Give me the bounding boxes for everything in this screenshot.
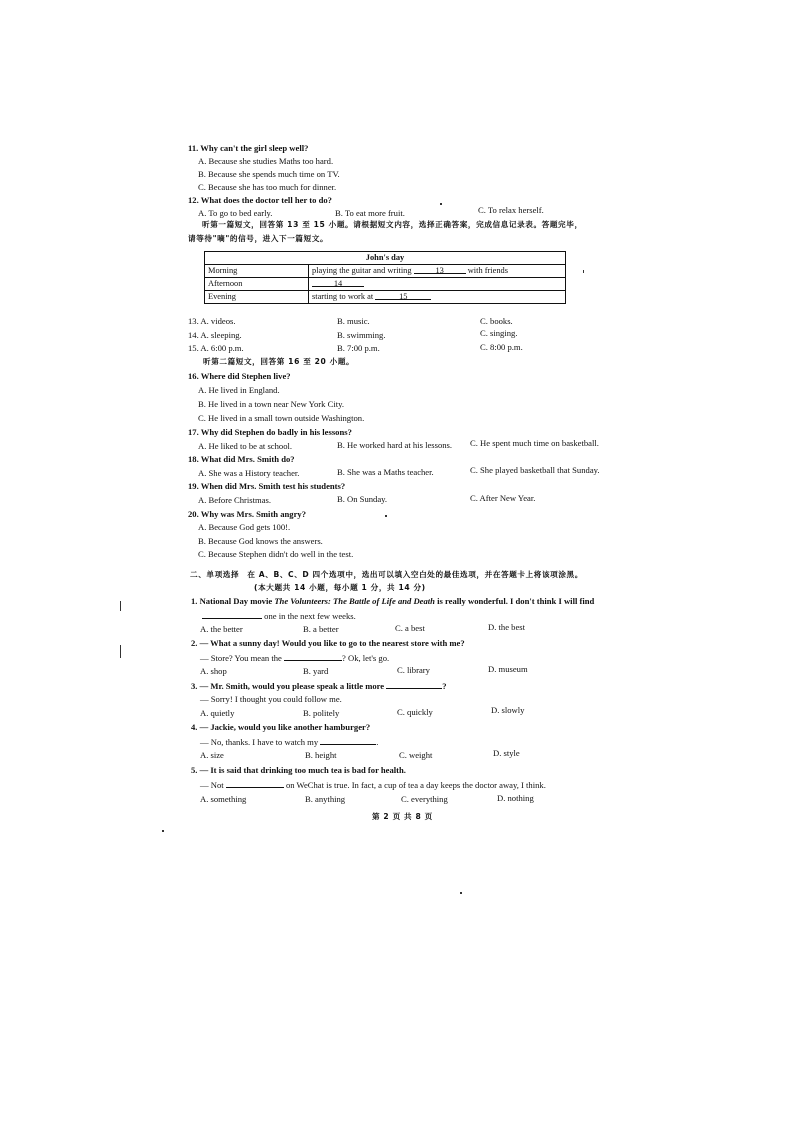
- s2-text: ? Ok, let's go.: [342, 653, 390, 663]
- s4-line2: [200, 736, 378, 748]
- q14-option-a: 14. A. sleeping.: [188, 330, 242, 340]
- page-footer: 第 2 页 共 8 页: [372, 812, 433, 821]
- section-2-heading: 二、单项选择 在 A、B、C、D 四个选项中，选出可以填入空白处的最佳选项，并在答题卡上将该项涂黑。: [190, 570, 583, 579]
- answer-blank: [202, 610, 262, 619]
- answer-blank: [226, 779, 284, 788]
- q16-option-c: C. He lived in a small town outside Washington.: [198, 413, 365, 423]
- row-text: playing the guitar and writing: [312, 266, 412, 275]
- q16-stem: 16. Where did Stephen live?: [188, 371, 291, 381]
- s1-line1: [191, 596, 594, 607]
- s2-option-b: B. yard: [303, 666, 329, 676]
- q17-option-a: A. He liked to be at school.: [198, 441, 293, 451]
- answer-blank: [320, 736, 379, 747]
- s2-text: — Store? You mean the: [200, 653, 282, 663]
- q16-option-b: B. He lived in a town near New York City.: [198, 399, 344, 409]
- scan-speck: [440, 203, 442, 205]
- scan-speck: [385, 515, 387, 517]
- table-row: [205, 291, 566, 304]
- table-row: [205, 278, 566, 291]
- s3-text: 3. — Mr. Smith, would you please speak a little more: [191, 681, 385, 691]
- scan-speck: [460, 892, 462, 894]
- s2-line1: 2. — What a sunny day! Would you like to go to the nearest store with me?: [191, 638, 465, 648]
- johns-day-table: [204, 251, 566, 304]
- q11-option-c: C. Because she has too much for dinner.: [198, 182, 337, 192]
- q15-option-c: C. 8:00 p.m.: [480, 342, 523, 352]
- s3-option-c: C. quickly: [397, 707, 433, 717]
- s3-option-d: D. slowly: [491, 705, 525, 715]
- s4-option-b: B. height: [305, 750, 337, 760]
- s4-text: .: [376, 737, 379, 747]
- q17-option-c: C. He spent much time on basketball.: [470, 438, 599, 448]
- answer-blank: [375, 291, 431, 300]
- answer-blank: [284, 652, 342, 661]
- q18-option-b: B. She was a Maths teacher.: [337, 467, 434, 477]
- answer-blank: [312, 278, 364, 287]
- row-label: Afternoon: [205, 278, 309, 291]
- scan-speck: [162, 830, 164, 832]
- row-label: Evening: [205, 291, 309, 304]
- answer-blank: [414, 265, 466, 274]
- row-content: [309, 291, 566, 304]
- q18-option-a: A. She was a History teacher.: [198, 468, 300, 478]
- q14-option-c: C. singing.: [480, 328, 518, 338]
- q18-option-c: C. She played basketball that Sunday.: [470, 465, 600, 475]
- q12-option-b: B. To eat more fruit.: [335, 208, 405, 218]
- s3-line1: [191, 680, 447, 692]
- q15-option-a: 15. A. 6:00 p.m.: [188, 343, 244, 353]
- q11-option-b: B. Because she spends much time on TV.: [198, 169, 340, 179]
- listening-intro-1-line2: 请等待"嘀"的信号，进入下一篇短文。: [188, 234, 329, 243]
- s4-text: — No, thanks. I have to watch my: [200, 737, 319, 747]
- q13-option-b: B. music.: [337, 316, 370, 326]
- s1-option-b: B. a better: [303, 624, 339, 634]
- s1-option-d: D. the best: [488, 622, 525, 632]
- section-2-subheading: (本大题共 14 小题，每小题 1 分，共 14 分): [254, 583, 426, 592]
- q17-option-b: B. He worked hard at his lessons.: [337, 440, 453, 450]
- table-title: John's day: [205, 252, 566, 265]
- s5-line2: [200, 779, 546, 791]
- s2-option-d: D. museum: [488, 664, 528, 674]
- s5-option-a: A. something: [200, 794, 247, 804]
- scan-speck: [583, 270, 584, 273]
- q19-option-a: A. Before Christmas.: [198, 495, 272, 505]
- row-text: starting to work at: [312, 292, 374, 301]
- s4-option-c: C. weight: [399, 750, 433, 760]
- s1-option-c: C. a best: [395, 623, 425, 633]
- row-text: with friends: [467, 266, 508, 275]
- q13-option-c: C. books.: [480, 316, 513, 326]
- listening-intro-2: 听第二篇短文，回答第 16 至 20 小题。: [203, 357, 355, 366]
- s3-option-a: A. quietly: [200, 708, 235, 718]
- q20-option-b: B. Because God knows the answers.: [198, 536, 323, 546]
- q19-option-c: C. After New Year.: [470, 493, 536, 503]
- s3-text: ?: [442, 681, 447, 691]
- s4-option-a: A. size: [200, 750, 224, 760]
- s5-option-c: C. everything: [401, 794, 448, 804]
- q19-stem: 19. When did Mrs. Smith test his students?: [188, 481, 346, 491]
- blank-number: 15: [399, 292, 408, 301]
- s1-line2: [202, 610, 356, 622]
- s1-text: is really wonderful. I don't think I will find: [434, 596, 595, 606]
- row-content: [309, 278, 566, 291]
- blank-number: 14: [333, 279, 343, 288]
- q14-option-b: B. swimming.: [337, 330, 386, 340]
- s4-option-d: D. style: [493, 748, 520, 758]
- q12-option-c: C. To relax herself.: [478, 205, 544, 215]
- s3-line2: — Sorry! I thought you could follow me.: [200, 694, 342, 704]
- q11-option-a: A. Because she studies Maths too hard.: [198, 156, 334, 166]
- q12-stem: 12. What does the doctor tell her to do?: [188, 195, 332, 205]
- s2-option-c: C. library: [397, 665, 430, 675]
- q12-option-a: A. To go to bed early.: [198, 208, 273, 218]
- q15-option-b: B. 7:00 p.m.: [337, 343, 380, 353]
- s5-line1: 5. — It is said that drinking too much tea is bad for health.: [191, 765, 406, 775]
- scan-speck: [120, 645, 121, 658]
- q13-option-a: 13. A. videos.: [188, 316, 236, 326]
- table-row: [205, 265, 566, 278]
- row-content: [309, 265, 566, 278]
- q18-stem: 18. What did Mrs. Smith do?: [188, 454, 295, 464]
- answer-blank: [386, 680, 442, 689]
- s2-option-a: A. shop: [200, 666, 227, 676]
- q19-option-b: B. On Sunday.: [337, 494, 388, 504]
- q11-stem: 11. Why can't the girl sleep well?: [188, 143, 309, 153]
- s1-option-a: A. the better: [200, 624, 243, 634]
- listening-intro-1-line1: 听第一篇短文，回答第 13 至 15 小题。请根据短文内容，选择正确答案，完成信息记录表。答题完毕，: [202, 220, 583, 229]
- s5-text: — Not: [200, 780, 224, 790]
- s5-option-d: D. nothing: [497, 793, 534, 803]
- q16-option-a: A. He lived in England.: [198, 385, 280, 395]
- movie-title: The Volunteers: The Battle of Life and Death: [274, 596, 435, 606]
- s3-option-b: B. politely: [303, 708, 340, 718]
- s1-text: one in the next few weeks.: [262, 611, 356, 621]
- scan-speck: [120, 601, 121, 611]
- s1-text: 1. National Day movie: [191, 596, 275, 606]
- s4-line1: 4. — Jackie, would you like another hamburger?: [191, 722, 371, 732]
- row-label: Morning: [205, 265, 309, 278]
- s5-option-b: B. anything: [305, 794, 346, 804]
- blank-number: 13: [435, 266, 444, 275]
- s2-line2: [200, 652, 389, 664]
- q20-option-c: C. Because Stephen didn't do well in the test.: [198, 549, 354, 559]
- q20-option-a: A. Because God gets 100!.: [198, 522, 291, 532]
- q17-stem: 17. Why did Stephen do badly in his lessons?: [188, 427, 352, 437]
- q20-stem: 20. Why was Mrs. Smith angry?: [188, 509, 307, 519]
- s5-text: on WeChat is true. In fact, a cup of tea a day keeps the doctor away, I think.: [285, 780, 546, 790]
